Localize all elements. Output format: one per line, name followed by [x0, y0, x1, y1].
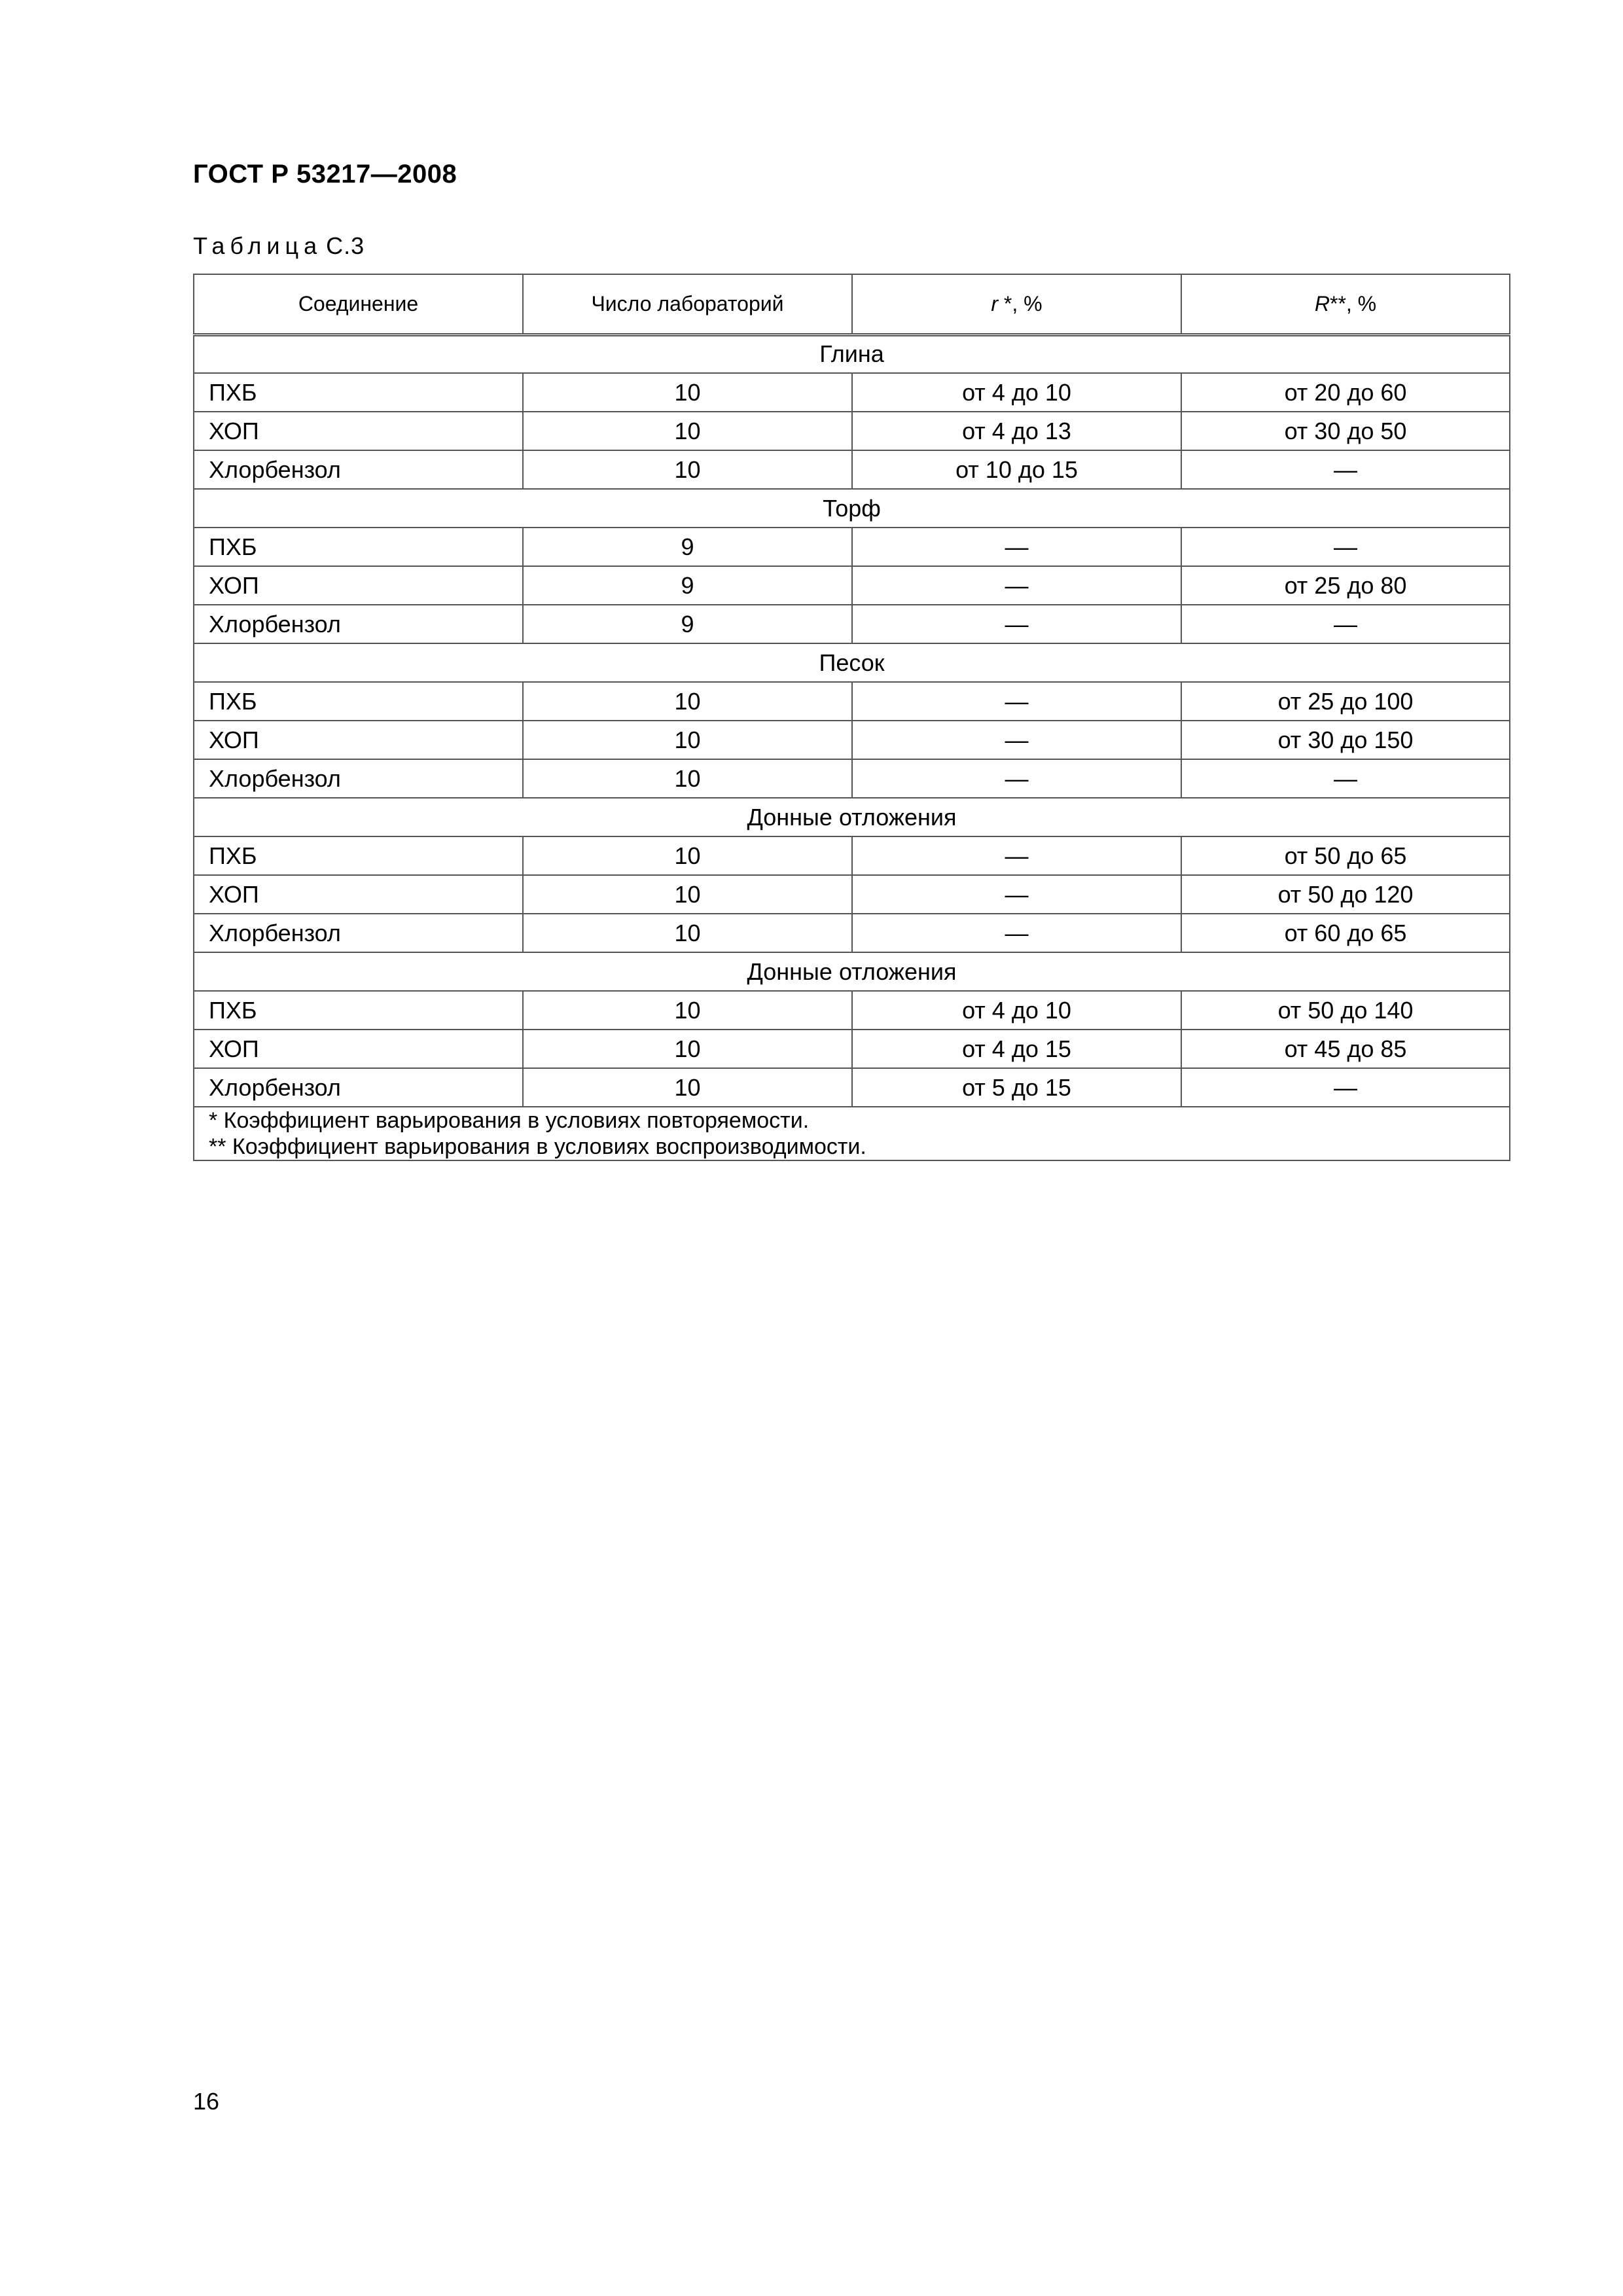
cell-R: — — [1181, 450, 1510, 489]
cell-labs: 10 — [523, 875, 852, 914]
cell-r: от 4 до 15 — [852, 1030, 1181, 1068]
cell-R: от 25 до 80 — [1181, 566, 1510, 605]
header-r-suffix: *, % — [998, 292, 1043, 316]
cell-compound: Хлорбензол — [194, 605, 523, 643]
cell-r: от 5 до 15 — [852, 1068, 1181, 1107]
table-row — [194, 450, 1510, 489]
cell-labs: 10 — [523, 759, 852, 798]
cell-compound: Хлорбензол — [194, 914, 523, 952]
data-table — [193, 274, 1510, 1161]
cell-R: от 25 до 100 — [1181, 682, 1510, 721]
footnotes-row — [194, 1107, 1510, 1160]
cell-compound: ПХБ — [194, 528, 523, 566]
cell-r: — — [852, 682, 1181, 721]
cell-compound: Хлорбензол — [194, 759, 523, 798]
cell-r: от 4 до 10 — [852, 373, 1181, 412]
cell-labs: 10 — [523, 991, 852, 1030]
document-header: ГОСТ Р 53217—2008 — [193, 160, 457, 188]
cell-labs: 9 — [523, 528, 852, 566]
table-row — [194, 1068, 1510, 1107]
header-compound: Соединение — [194, 274, 523, 334]
header-R — [1181, 274, 1510, 334]
group-title: Донные отложения — [194, 798, 1510, 836]
cell-R: от 30 до 50 — [1181, 412, 1510, 450]
group-row — [194, 952, 1510, 991]
cell-R: от 50 до 140 — [1181, 991, 1510, 1030]
table-row — [194, 412, 1510, 450]
table-caption-word: Таблица — [193, 232, 323, 259]
cell-compound: ХОП — [194, 1030, 523, 1068]
group-row — [194, 334, 1510, 373]
cell-r: — — [852, 914, 1181, 952]
table-row — [194, 875, 1510, 914]
cell-compound: ПХБ — [194, 682, 523, 721]
header-labs: Число лабораторий — [523, 274, 852, 334]
header-r-letter: r — [991, 292, 999, 316]
cell-R: — — [1181, 605, 1510, 643]
cell-R: от 30 до 150 — [1181, 721, 1510, 759]
table-row — [194, 373, 1510, 412]
cell-r: — — [852, 566, 1181, 605]
table-row — [194, 566, 1510, 605]
group-title: Глина — [194, 334, 1510, 373]
table-caption — [193, 232, 365, 260]
footnote-reproducibility: ** Коэффициент варьирования в условиях воспроизводимости. — [209, 1134, 866, 1159]
cell-r: от 4 до 10 — [852, 991, 1181, 1030]
cell-labs: 10 — [523, 1030, 852, 1068]
cell-r: — — [852, 836, 1181, 875]
cell-labs: 10 — [523, 914, 852, 952]
cell-labs: 10 — [523, 450, 852, 489]
cell-compound: ХОП — [194, 412, 523, 450]
table-row — [194, 682, 1510, 721]
cell-labs: 9 — [523, 566, 852, 605]
cell-r: от 4 до 13 — [852, 412, 1181, 450]
cell-compound: ПХБ — [194, 373, 523, 412]
cell-labs: 10 — [523, 412, 852, 450]
cell-r: — — [852, 605, 1181, 643]
cell-R: — — [1181, 528, 1510, 566]
page-number: 16 — [193, 2088, 220, 2115]
table-caption-number: С.3 — [326, 232, 365, 259]
group-row — [194, 643, 1510, 682]
cell-compound: Хлорбензол — [194, 450, 523, 489]
cell-labs: 10 — [523, 836, 852, 875]
cell-R: от 50 до 65 — [1181, 836, 1510, 875]
cell-labs: 10 — [523, 682, 852, 721]
cell-r: — — [852, 721, 1181, 759]
cell-r: от 10 до 15 — [852, 450, 1181, 489]
header-r — [852, 274, 1181, 334]
header-R-letter: R — [1314, 292, 1330, 316]
cell-compound: ХОП — [194, 721, 523, 759]
table-row — [194, 528, 1510, 566]
cell-compound: ХОП — [194, 566, 523, 605]
table-header-row — [194, 274, 1510, 334]
group-title: Торф — [194, 489, 1510, 528]
table-row — [194, 991, 1510, 1030]
table-row — [194, 1030, 1510, 1068]
header-R-suffix: **, % — [1329, 292, 1377, 316]
group-title: Донные отложения — [194, 952, 1510, 991]
cell-compound: Хлорбензол — [194, 1068, 523, 1107]
footnote-repeatability: * Коэффициент варьирования в условиях повторяемости. — [209, 1108, 810, 1133]
cell-labs: 10 — [523, 721, 852, 759]
group-row — [194, 798, 1510, 836]
cell-labs: 10 — [523, 1068, 852, 1107]
table-row — [194, 605, 1510, 643]
cell-r: — — [852, 759, 1181, 798]
table-row — [194, 721, 1510, 759]
group-title: Песок — [194, 643, 1510, 682]
cell-compound: ПХБ — [194, 836, 523, 875]
cell-labs: 9 — [523, 605, 852, 643]
cell-compound: ХОП — [194, 875, 523, 914]
table-row — [194, 914, 1510, 952]
cell-R: от 50 до 120 — [1181, 875, 1510, 914]
cell-R: — — [1181, 1068, 1510, 1107]
footnotes-cell — [194, 1107, 1510, 1160]
cell-R: от 60 до 65 — [1181, 914, 1510, 952]
table-row — [194, 836, 1510, 875]
cell-R: от 45 до 85 — [1181, 1030, 1510, 1068]
cell-labs: 10 — [523, 373, 852, 412]
table-row — [194, 759, 1510, 798]
cell-compound: ПХБ — [194, 991, 523, 1030]
cell-R: — — [1181, 759, 1510, 798]
cell-r: — — [852, 528, 1181, 566]
group-row — [194, 489, 1510, 528]
cell-r: — — [852, 875, 1181, 914]
cell-R: от 20 до 60 — [1181, 373, 1510, 412]
